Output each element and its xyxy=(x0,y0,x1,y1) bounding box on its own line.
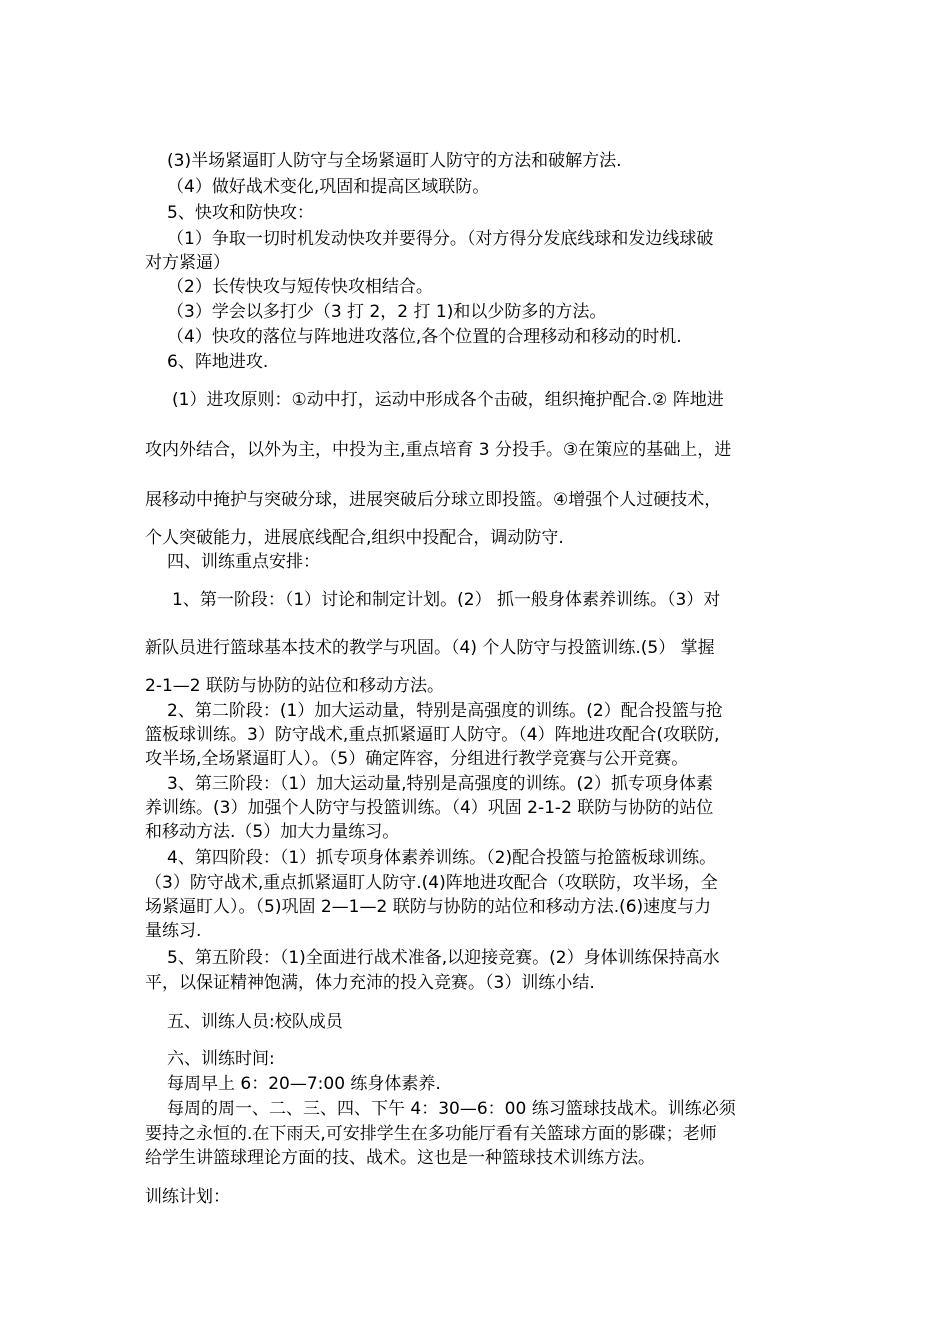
text-line: 要持之永恒的.在下雨天,可安排学生在多功能厅看有关篮球方面的影碟；老师 xyxy=(145,1124,717,1144)
text-line: 2-1—2 联防与协防的站位和移动方法。 xyxy=(145,676,444,696)
text-line: （1）争取一切时机发动快攻并要得分。（对方得分发底线球和发边线球破 xyxy=(167,229,714,249)
text-line: 量练习. xyxy=(145,921,202,941)
section-heading: 六、训练时间: xyxy=(167,1049,275,1069)
text-line: 5、快攻和防快攻： xyxy=(167,203,314,223)
text-line: 5、第五阶段：（1)全面进行战术准备,以迎接竞赛。(2）身体训练保持高水 xyxy=(167,948,720,968)
text-line: （3）学会以多打少（3 打 2，2 打 1)和以少防多的方法。 xyxy=(167,302,607,322)
text-line: 2、第二阶段：(1）加大运动量，特别是高强度的训练。(2）配合投篮与抢 xyxy=(167,701,723,721)
section-heading: 五、训练人员:校队成员 xyxy=(167,1012,343,1032)
text-line: 个人突破能力，进展底线配合,组织中投配合，调动防守. xyxy=(145,528,564,548)
text-line: （4）快攻的落位与阵地进攻落位,各个位置的合理移动和移动的时机. xyxy=(167,327,682,347)
text-line: 每周的周一、二、三、四、下午 4：30—6：00 练习篮球技战术。训练必须 xyxy=(167,1099,736,1119)
text-line: 每周早上 6：20—7:00 练身体素养. xyxy=(167,1074,441,1094)
text-line: 1、第一阶段：（1）讨论和制定计划。(2） 抓一般身体素养训练。（3）对 xyxy=(172,590,721,610)
text-line: 平，以保证精神饱满，体力充沛的投入竞赛。（3）训练小结. xyxy=(145,973,595,993)
text-line: 和移动方法.（5）加大力量练习。 xyxy=(145,822,400,842)
text-line: 攻半场,全场紧逼盯人）。（5）确定阵容，分组进行教学竞赛与公开竞赛。 xyxy=(145,749,689,769)
text-line: （4）做好战术变化,巩固和提高区域联防。 xyxy=(167,177,490,197)
text-line: 新队员进行篮球基本技术的教学与巩固。（4) 个人防守与投篮训练.(5） 掌握 xyxy=(145,638,715,658)
text-line: （3）防守战术,重点抓紧逼盯人防守.(4)阵地进攻配合（攻联防，攻半场，全 xyxy=(145,873,718,893)
section-heading: 训练计划： xyxy=(145,1187,230,1207)
text-line: 攻内外结合，以外为主，中投为主,重点培育 3 分投手。③在策应的基础上，进 xyxy=(145,440,732,460)
text-line: 3、第三阶段：（1）加大运动量,特别是高强度的训练。(2）抓专项身体素 xyxy=(167,774,713,794)
text-line: 场紧逼盯人）。（5)巩固 2—1—2 联防与协防的站位和移动方法.(6)速度与力 xyxy=(145,897,712,917)
text-line: (1）进攻原则：①动中打，运动中形成各个击破，组织掩护配合.② 阵地进 xyxy=(172,390,724,410)
text-line: 展移动中掩护与突破分球，进展突破后分球立即投篮。④增强个人过硬技术， xyxy=(145,490,722,510)
text-line: 给学生讲篮球理论方面的技、战术。这也是一种篮球技术训练方法。 xyxy=(145,1148,655,1168)
text-line: 4、第四阶段：（1）抓专项身体素养训练。（2)配合投篮与抢篮板球训练。 xyxy=(167,848,717,868)
text-line: （2）长传快攻与短传快攻相结合。 xyxy=(167,277,433,297)
text-line: (3)半场紧逼盯人防守与全场紧逼盯人防守的方法和破解方法. xyxy=(167,151,622,171)
section-heading: 四、训练重点安排： xyxy=(167,552,320,572)
text-line: 篮板球训练。3）防守战术,重点抓紧逼盯人防守。（4）阵地进攻配合(攻联防, xyxy=(145,725,720,745)
text-line: 养训练。(3）加强个人防守与投篮训练。（4）巩固 2-1-2 联防与协防的站位 xyxy=(145,798,714,818)
text-line: 6、阵地进攻. xyxy=(167,352,269,372)
text-line: 对方紧逼） xyxy=(145,253,230,273)
